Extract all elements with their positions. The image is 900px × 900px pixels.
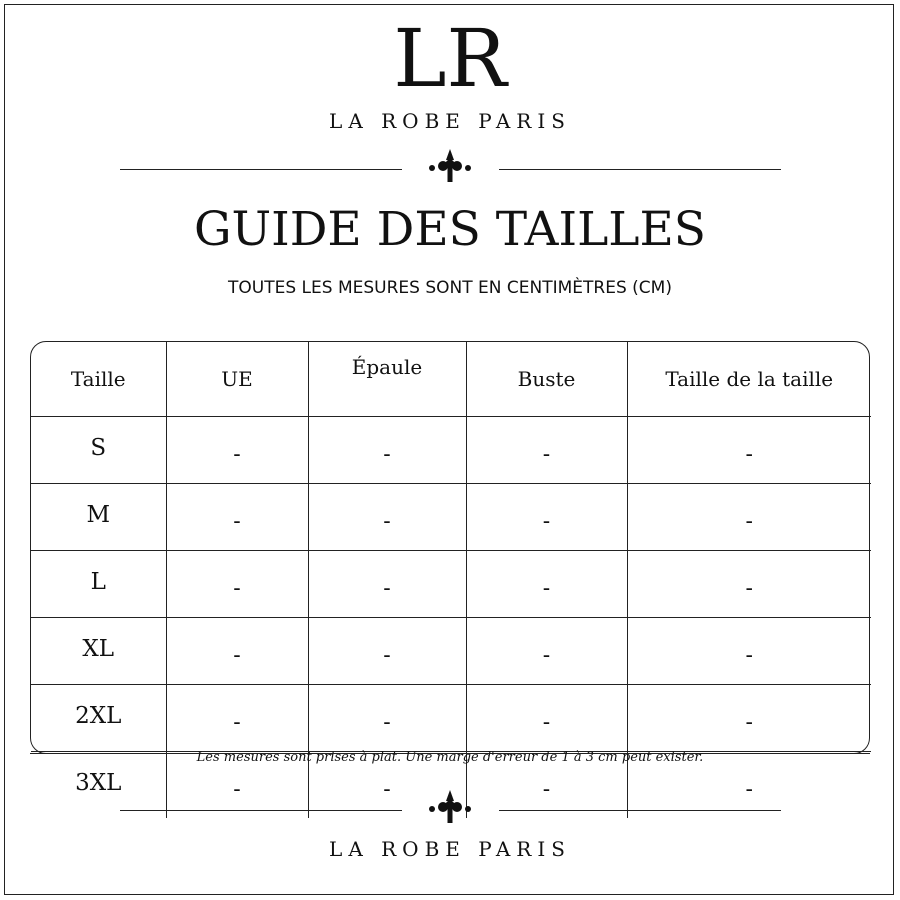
brand-name: LA ROBE PARIS xyxy=(329,109,571,133)
size-label: 2XL xyxy=(31,685,166,752)
table-cell: - xyxy=(166,685,308,752)
size-label: M xyxy=(31,484,166,551)
table-cell: - xyxy=(466,618,627,685)
table-cell: - xyxy=(308,752,466,819)
table-row xyxy=(31,417,871,484)
table-cell: - xyxy=(166,752,308,819)
table-cell: - xyxy=(466,685,627,752)
table-cell: - xyxy=(627,685,871,752)
divider-left xyxy=(120,810,402,811)
table-cell: - xyxy=(466,417,627,484)
table-row xyxy=(31,551,871,618)
table-cell: - xyxy=(466,551,627,618)
size-label: S xyxy=(31,417,166,484)
footer-brand-name: LA ROBE PARIS xyxy=(329,837,571,861)
table-cell: - xyxy=(166,417,308,484)
table-cell: - xyxy=(627,551,871,618)
divider-right xyxy=(499,169,781,170)
page-title: GUIDE DES TAILLES xyxy=(194,202,706,257)
size-label: XL xyxy=(31,618,166,685)
table-row xyxy=(31,618,871,685)
table-cell: - xyxy=(466,752,627,819)
table-cell: - xyxy=(166,618,308,685)
brand-logo: LR xyxy=(393,12,507,105)
column-header: Taille de la taille xyxy=(627,342,871,417)
divider-right xyxy=(499,810,781,811)
size-label: L xyxy=(31,551,166,618)
column-header: UE xyxy=(166,342,308,417)
fleur-de-lis-icon xyxy=(428,148,472,184)
table-cell: - xyxy=(308,551,466,618)
table-cell: - xyxy=(166,551,308,618)
table-cell: - xyxy=(166,484,308,551)
measurement-note: Les mesures sont prises à plat. Une marge d'erreur de 1 à 3 cm peut exister. xyxy=(196,750,704,765)
size-label: 3XL xyxy=(31,752,166,819)
table-cell: - xyxy=(308,417,466,484)
table-cell: - xyxy=(627,618,871,685)
divider-left xyxy=(120,169,402,170)
table-cell: - xyxy=(308,685,466,752)
table-cell: - xyxy=(308,484,466,551)
table-header-row xyxy=(31,342,871,417)
table-cell: - xyxy=(627,484,871,551)
table-cell: - xyxy=(466,484,627,551)
page-subtitle: TOUTES LES MESURES SONT EN CENTIMÈTRES (CM) xyxy=(228,278,672,298)
table-row xyxy=(31,685,871,752)
fleur-de-lis-icon xyxy=(428,789,472,825)
table-cell: - xyxy=(627,752,871,819)
column-header: Taille xyxy=(31,342,166,417)
table-row xyxy=(31,484,871,551)
table-cell: - xyxy=(627,417,871,484)
column-header: Buste xyxy=(466,342,627,417)
column-header: Épaule xyxy=(308,342,466,417)
table-cell: - xyxy=(308,618,466,685)
